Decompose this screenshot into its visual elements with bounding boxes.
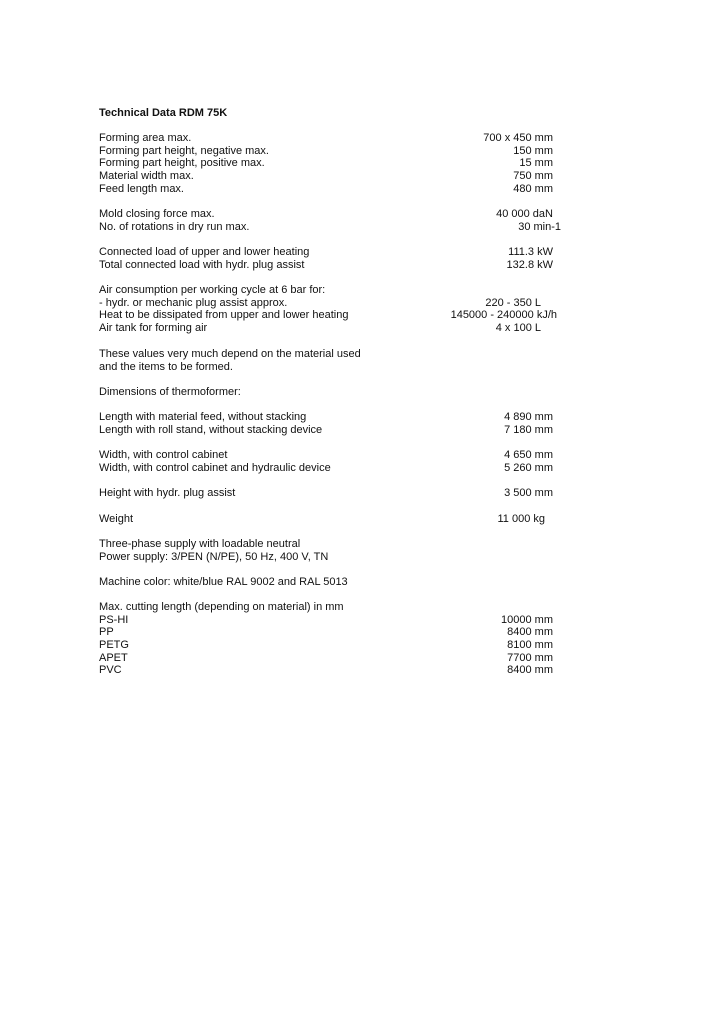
spec-label: PETG [99,639,129,652]
spec-row [99,259,639,272]
spec-row [99,309,639,322]
power-supply [99,538,639,563]
spec-value: 8400 mm [507,664,553,677]
cutting-heading: Max. cutting length (depending on material) in mm [99,601,344,613]
spec-label: Length with roll stand, without stacking device [99,423,323,436]
spec-label: Width, with control cabinet and hydraulic device [99,461,331,474]
spec-row [99,626,639,639]
spec-value: 480 mm [513,182,553,195]
spec-row [99,221,639,234]
spec-row [99,170,639,183]
spec-row [99,411,639,424]
note-line [99,348,639,361]
heading-line [99,386,639,399]
cutting-length-specs [99,601,639,677]
dimensions-heading: Dimensions of thermoformer: [99,386,241,398]
spec-value: 5 260 mm [504,461,553,474]
spec-value: 111.3 kW [508,246,553,258]
spec-value: 11 000 kg [497,513,545,525]
spec-row [99,183,639,196]
spec-row [99,664,639,677]
forming-specs [99,132,639,195]
spec-row [99,284,639,297]
spec-value: 700 x 450 mm [483,132,553,144]
machine-color-text: Machine color: white/blue RAL 9002 and RAL 5013 [99,576,348,588]
color-line [99,576,639,589]
mold-specs [99,208,639,233]
spec-label: Connected load of upper and lower heating [99,246,310,258]
spec-value: 145000 - 240000 kJ/h [450,309,557,322]
note-paragraph [99,348,639,373]
spec-row [99,639,639,652]
spec-value: 4 890 mm [504,411,553,423]
spec-row [99,322,639,335]
spec-label: Length with material feed, without stacking [99,411,307,423]
air-specs [99,284,639,335]
spec-value: 15 mm [519,157,553,170]
spec-row [99,614,639,627]
spec-row [99,513,639,526]
dimensions-heading-block [99,386,639,399]
heating-specs [99,246,639,271]
spec-label: Forming part height, positive max. [99,157,265,170]
spec-label: Feed length max. [99,182,184,195]
spec-value: 7700 mm [507,651,553,664]
spec-label: PS-HI [99,613,129,626]
spec-row [99,145,639,158]
spec-value: 10000 mm [501,613,553,626]
note-line [99,361,639,374]
spec-value: 132.8 kW [506,258,553,271]
spec-label: Mold closing force max. [99,208,215,220]
spec-label: - hydr. or mechanic plug assist approx. [99,296,288,309]
spec-label: Width, with control cabinet [99,449,228,461]
spec-label: No. of rotations in dry run max. [99,220,250,233]
document-title: Technical Data RDM 75K [99,107,228,119]
spec-label: Air tank for forming air [99,322,208,335]
spec-label: Heat to be dissipated from upper and lower heating [99,309,349,322]
power-text: Three-phase supply with loadable neutral [99,538,301,550]
spec-row [99,132,639,145]
spec-value: 8400 mm [507,626,553,639]
spec-row [99,208,639,221]
spec-value: 220 - 350 L [485,296,541,309]
spec-label: APET [99,651,128,664]
spec-row [99,462,639,475]
spec-label: Height with hydr. plug assist [99,487,236,499]
spec-label: Total connected load with hydr. plug assist [99,258,305,271]
spec-value: 4 x 100 L [495,322,541,335]
spec-value: 30 min-1 [518,220,561,233]
height-spec [99,487,639,500]
spec-value: 150 mm [513,144,553,157]
spec-label: PVC [99,664,122,677]
power-line [99,551,639,564]
spec-value: 8100 mm [507,639,553,652]
machine-color-block [99,576,639,589]
spec-value: 3 500 mm [504,487,553,499]
spec-label: Weight [99,513,134,525]
width-specs [99,449,639,474]
spec-value: 4 650 mm [504,449,553,461]
spec-label: Forming area max. [99,132,192,144]
spec-row [99,157,639,170]
spec-value: 7 180 mm [504,423,553,436]
note-text: These values very much depend on the material used [99,348,361,360]
spec-row [99,297,639,310]
length-specs [99,411,639,436]
heading-line [99,601,639,614]
spec-label: Air consumption per working cycle at 6 bar for: [99,284,326,296]
power-line [99,538,639,551]
spec-value: 40 000 daN [496,208,553,220]
note-text: and the items to be formed. [99,360,233,373]
spec-label: Forming part height, negative max. [99,144,269,157]
power-text: Power supply: 3/PEN (N/PE), 50 Hz, 400 V, TN [99,550,329,563]
spec-label: PP [99,626,114,639]
spec-row [99,652,639,665]
spec-row [99,449,639,462]
spec-label: Material width max. [99,170,194,183]
spec-row [99,424,639,437]
weight-spec [99,513,639,526]
spec-value: 750 mm [513,170,553,183]
spec-row [99,246,639,259]
spec-row [99,487,639,500]
